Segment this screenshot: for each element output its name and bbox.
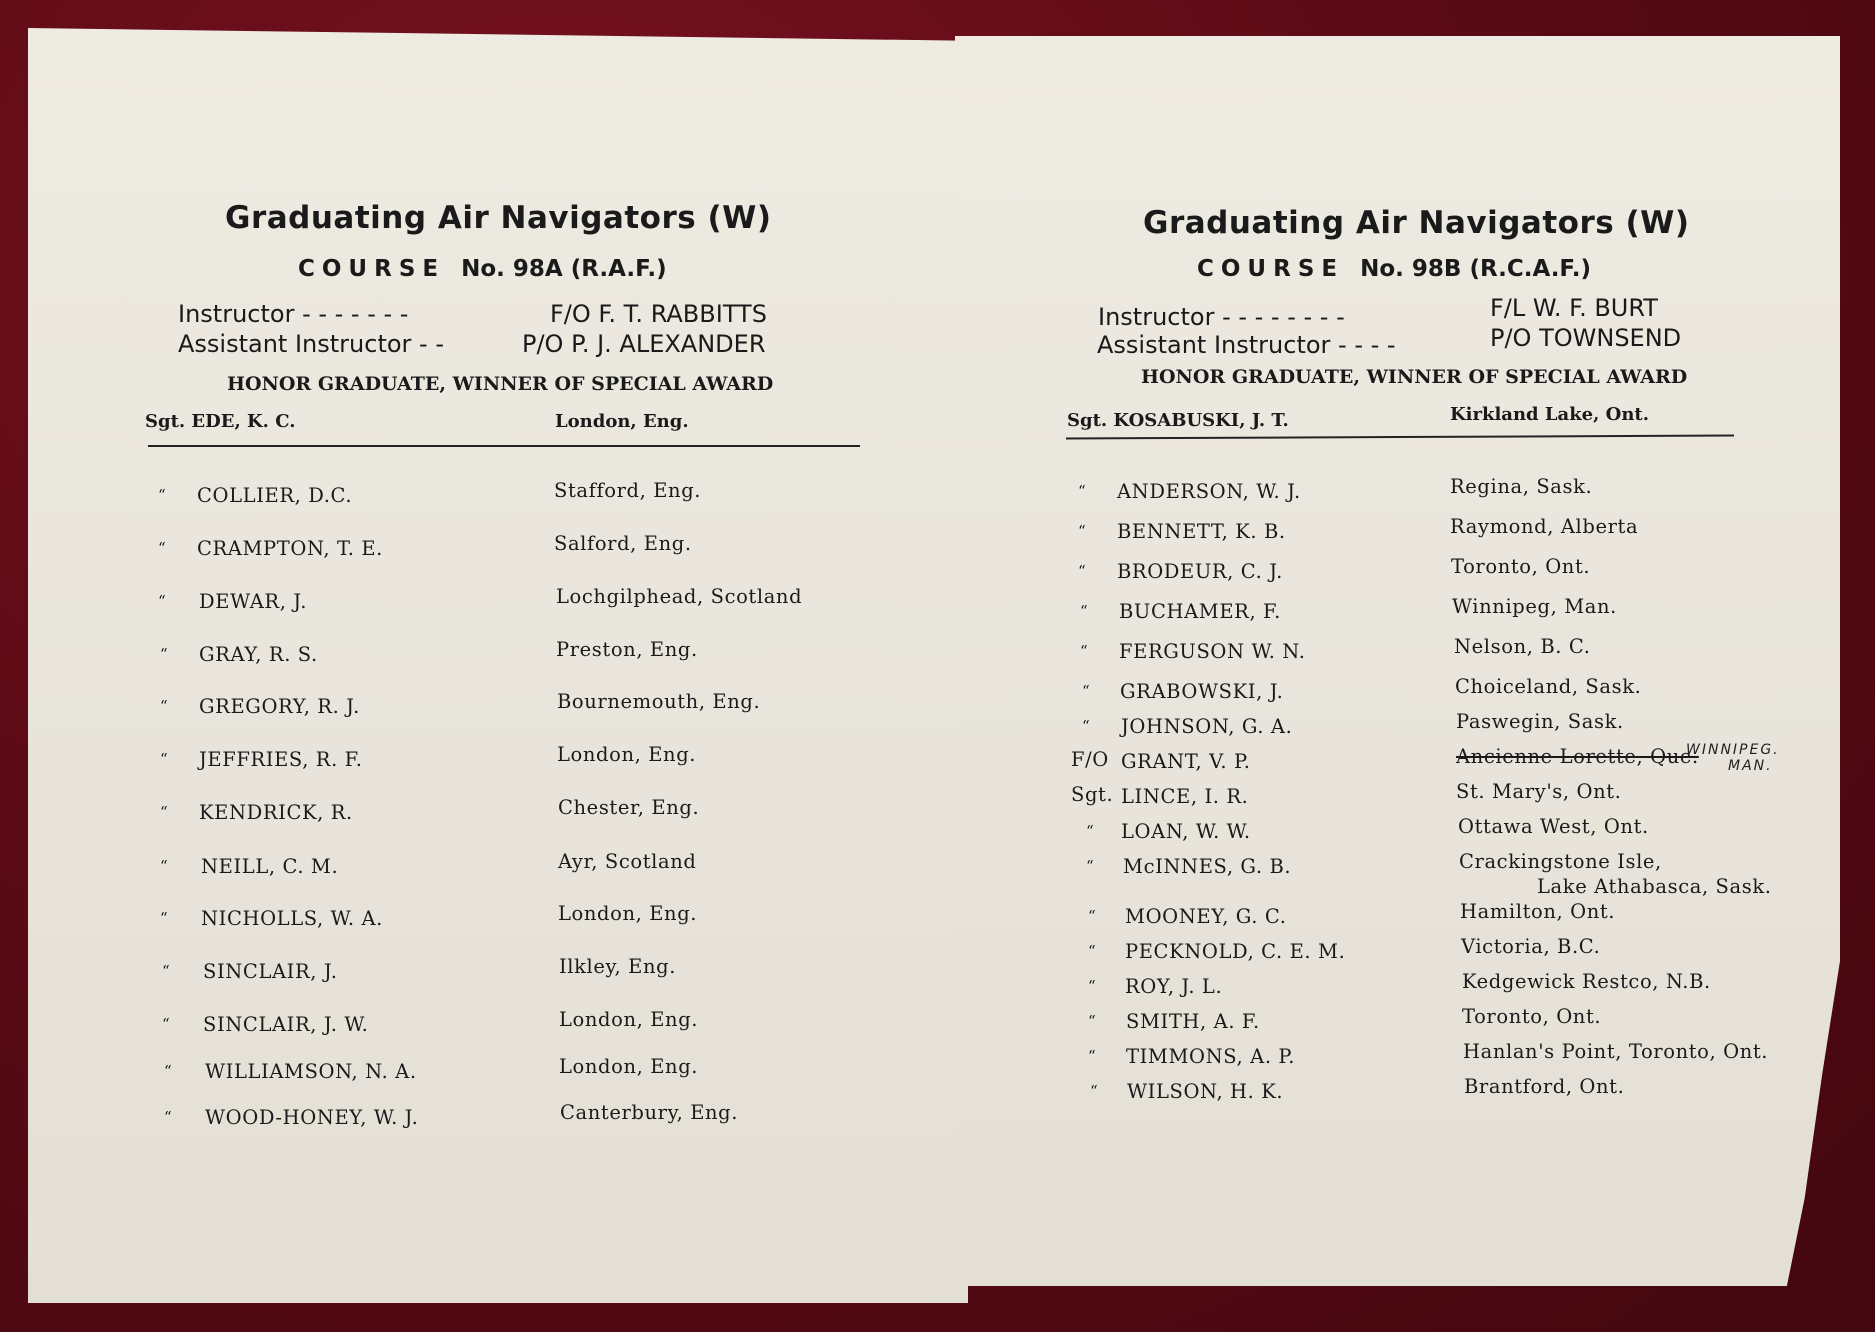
right-assistant-label: Assistant Instructor - - - - xyxy=(1097,331,1396,359)
graduate-name: WOOD-HONEY, W. J. xyxy=(205,1106,419,1129)
graduate-name: JOHNSON, G. A. xyxy=(1121,715,1293,738)
rank-mark: “ xyxy=(162,962,171,980)
hometown: Raymond, Alberta xyxy=(1450,515,1639,538)
hometown: Ilkley, Eng. xyxy=(559,955,677,978)
graduate-name: KENDRICK, R. xyxy=(199,801,353,824)
hometown: Salford, Eng. xyxy=(554,532,692,555)
hometown: St. Mary's, Ont. xyxy=(1456,780,1622,803)
hometown: London, Eng. xyxy=(559,1008,699,1031)
hometown: Canterbury, Eng. xyxy=(560,1101,739,1124)
graduate-name: MOONEY, G. C. xyxy=(1125,905,1287,928)
rank-mark: “ xyxy=(158,592,167,610)
left-honor-name: Sgt. EDE, K. C. xyxy=(145,411,296,432)
rank-mark: “ xyxy=(164,1062,173,1080)
graduate-name: ANDERSON, W. J. xyxy=(1117,480,1301,503)
left-assistant-label: Assistant Instructor - - xyxy=(178,330,444,358)
right-assistant-name: P/O TOWNSEND xyxy=(1490,324,1682,352)
graduate-name: BENNETT, K. B. xyxy=(1117,520,1286,543)
rank-mark: Sgt. xyxy=(1071,783,1114,806)
rank-mark: “ xyxy=(1088,1047,1097,1065)
rank-mark: “ xyxy=(160,803,169,821)
rank-mark: “ xyxy=(1086,857,1095,875)
hometown: Lochgilphead, Scotland xyxy=(556,585,803,608)
graduate-name: BRODEUR, C. J. xyxy=(1117,560,1283,583)
handwritten-correction: WINNIPEG. xyxy=(1686,742,1780,758)
graduate-name: GREGORY, R. J. xyxy=(199,695,360,718)
graduate-name: GRANT, V. P. xyxy=(1121,750,1251,773)
rank-mark: “ xyxy=(1078,482,1087,500)
hometown: London, Eng. xyxy=(559,1055,699,1078)
hometown: Regina, Sask. xyxy=(1450,475,1593,498)
hometown: Brantford, Ont. xyxy=(1464,1075,1625,1098)
right-honor-place: Kirkland Lake, Ont. xyxy=(1450,404,1650,425)
rank-mark: F/O xyxy=(1071,748,1109,771)
hometown: Paswegin, Sask. xyxy=(1456,710,1624,733)
graduate-name: WILLIAMSON, N. A. xyxy=(205,1060,417,1083)
graduate-name: TIMMONS, A. P. xyxy=(1126,1045,1295,1068)
left-title: Graduating Air Navigators (W) xyxy=(225,200,772,236)
rank-mark: “ xyxy=(1078,562,1087,580)
rank-mark: “ xyxy=(158,486,167,504)
graduate-name: FERGUSON W. N. xyxy=(1119,640,1306,663)
hometown: Ancienne Lorette, Que. xyxy=(1456,745,1699,768)
hometown: Choiceland, Sask. xyxy=(1455,675,1642,698)
graduate-name: GRAY, R. S. xyxy=(199,643,318,666)
right-title: Graduating Air Navigators (W) xyxy=(1143,205,1690,241)
rank-mark: “ xyxy=(1080,602,1089,620)
rank-mark: “ xyxy=(1090,1082,1099,1100)
hometown: Stafford, Eng. xyxy=(554,479,702,502)
hometown: Kedgewick Restco, N.B. xyxy=(1462,970,1711,993)
rank-mark: “ xyxy=(1086,822,1095,840)
graduate-name: BUCHAMER, F. xyxy=(1119,600,1281,623)
right-honor-name: Sgt. KOSABUSKI, J. T. xyxy=(1067,410,1289,431)
rank-mark: “ xyxy=(160,909,169,927)
rank-mark: “ xyxy=(160,750,169,768)
hometown: Ayr, Scotland xyxy=(558,850,697,873)
rank-mark: “ xyxy=(162,1015,171,1033)
hometown: Preston, Eng. xyxy=(556,638,698,661)
graduate-name: SINCLAIR, J. W. xyxy=(203,1013,369,1036)
hometown: Hanlan's Point, Toronto, Ont. xyxy=(1463,1040,1769,1063)
rank-mark: “ xyxy=(1088,907,1097,925)
hometown: London, Eng. xyxy=(558,902,698,925)
rank-mark: “ xyxy=(160,697,169,715)
left-divider xyxy=(148,445,860,447)
right-course: COURSE No. 98B (R.C.A.F.) xyxy=(1197,256,1592,282)
right-instructor-name: F/L W. F. BURT xyxy=(1490,294,1658,322)
hometown: Bournemouth, Eng. xyxy=(557,690,761,713)
graduate-name: SMITH, A. F. xyxy=(1126,1010,1260,1033)
rank-mark: “ xyxy=(1082,717,1091,735)
graduate-name: SINCLAIR, J. xyxy=(203,960,338,983)
left-honor-heading: HONOR GRADUATE, WINNER OF SPECIAL AWARD xyxy=(227,373,774,395)
graduate-name: ROY, J. L. xyxy=(1125,975,1223,998)
rank-mark: “ xyxy=(160,645,169,663)
rank-mark: “ xyxy=(158,539,167,557)
hometown: Winnipeg, Man. xyxy=(1452,595,1617,618)
graduate-name: NICHOLLS, W. A. xyxy=(201,907,383,930)
rank-mark: “ xyxy=(1088,977,1097,995)
graduate-name: LINCE, I. R. xyxy=(1121,785,1249,808)
hometown: Nelson, B. C. xyxy=(1454,635,1591,658)
graduate-name: McINNES, G. B. xyxy=(1123,855,1292,878)
graduate-name: LOAN, W. W. xyxy=(1121,820,1251,843)
graduate-name: WILSON, H. K. xyxy=(1127,1080,1284,1103)
hometown: Ottawa West, Ont. xyxy=(1458,815,1649,838)
handwritten-correction-line-2: MAN. xyxy=(1728,758,1773,774)
rank-mark: “ xyxy=(1082,682,1091,700)
right-honor-heading: HONOR GRADUATE, WINNER OF SPECIAL AWARD xyxy=(1141,366,1688,388)
graduate-name: NEILL, C. M. xyxy=(201,855,339,878)
graduate-name: DEWAR, J. xyxy=(199,590,308,613)
rank-mark: “ xyxy=(1088,942,1097,960)
graduate-name: PECKNOLD, C. E. M. xyxy=(1125,940,1346,963)
hometown-line-2: Lake Athabasca, Sask. xyxy=(1537,875,1772,898)
graduate-name: CRAMPTON, T. E. xyxy=(197,537,383,560)
rank-mark: “ xyxy=(1088,1012,1097,1030)
hometown: Toronto, Ont. xyxy=(1462,1005,1602,1028)
graduate-name: JEFFRIES, R. F. xyxy=(199,748,363,771)
hometown: Chester, Eng. xyxy=(558,796,700,819)
right-instructor-label: Instructor - - - - - - - - xyxy=(1098,303,1345,331)
hometown: Victoria, B.C. xyxy=(1461,935,1601,958)
left-course: COURSE No. 98A (R.A.F.) xyxy=(298,256,667,282)
graduate-name: COLLIER, D.C. xyxy=(197,484,353,507)
left-honor-place: London, Eng. xyxy=(555,411,689,432)
hometown: Hamilton, Ont. xyxy=(1460,900,1616,923)
left-instructor-name: F/O F. T. RABBITTS xyxy=(550,300,767,328)
hometown: Crackingstone Isle, xyxy=(1459,850,1662,873)
rank-mark: “ xyxy=(1080,642,1089,660)
left-assistant-name: P/O P. J. ALEXANDER xyxy=(522,330,766,358)
rank-mark: “ xyxy=(164,1108,173,1126)
left-instructor-label: Instructor - - - - - - - xyxy=(178,300,409,328)
rank-mark: “ xyxy=(160,857,169,875)
rank-mark: “ xyxy=(1078,522,1087,540)
hometown: Toronto, Ont. xyxy=(1451,555,1591,578)
hometown: London, Eng. xyxy=(557,743,697,766)
graduate-name: GRABOWSKI, J. xyxy=(1120,680,1284,703)
